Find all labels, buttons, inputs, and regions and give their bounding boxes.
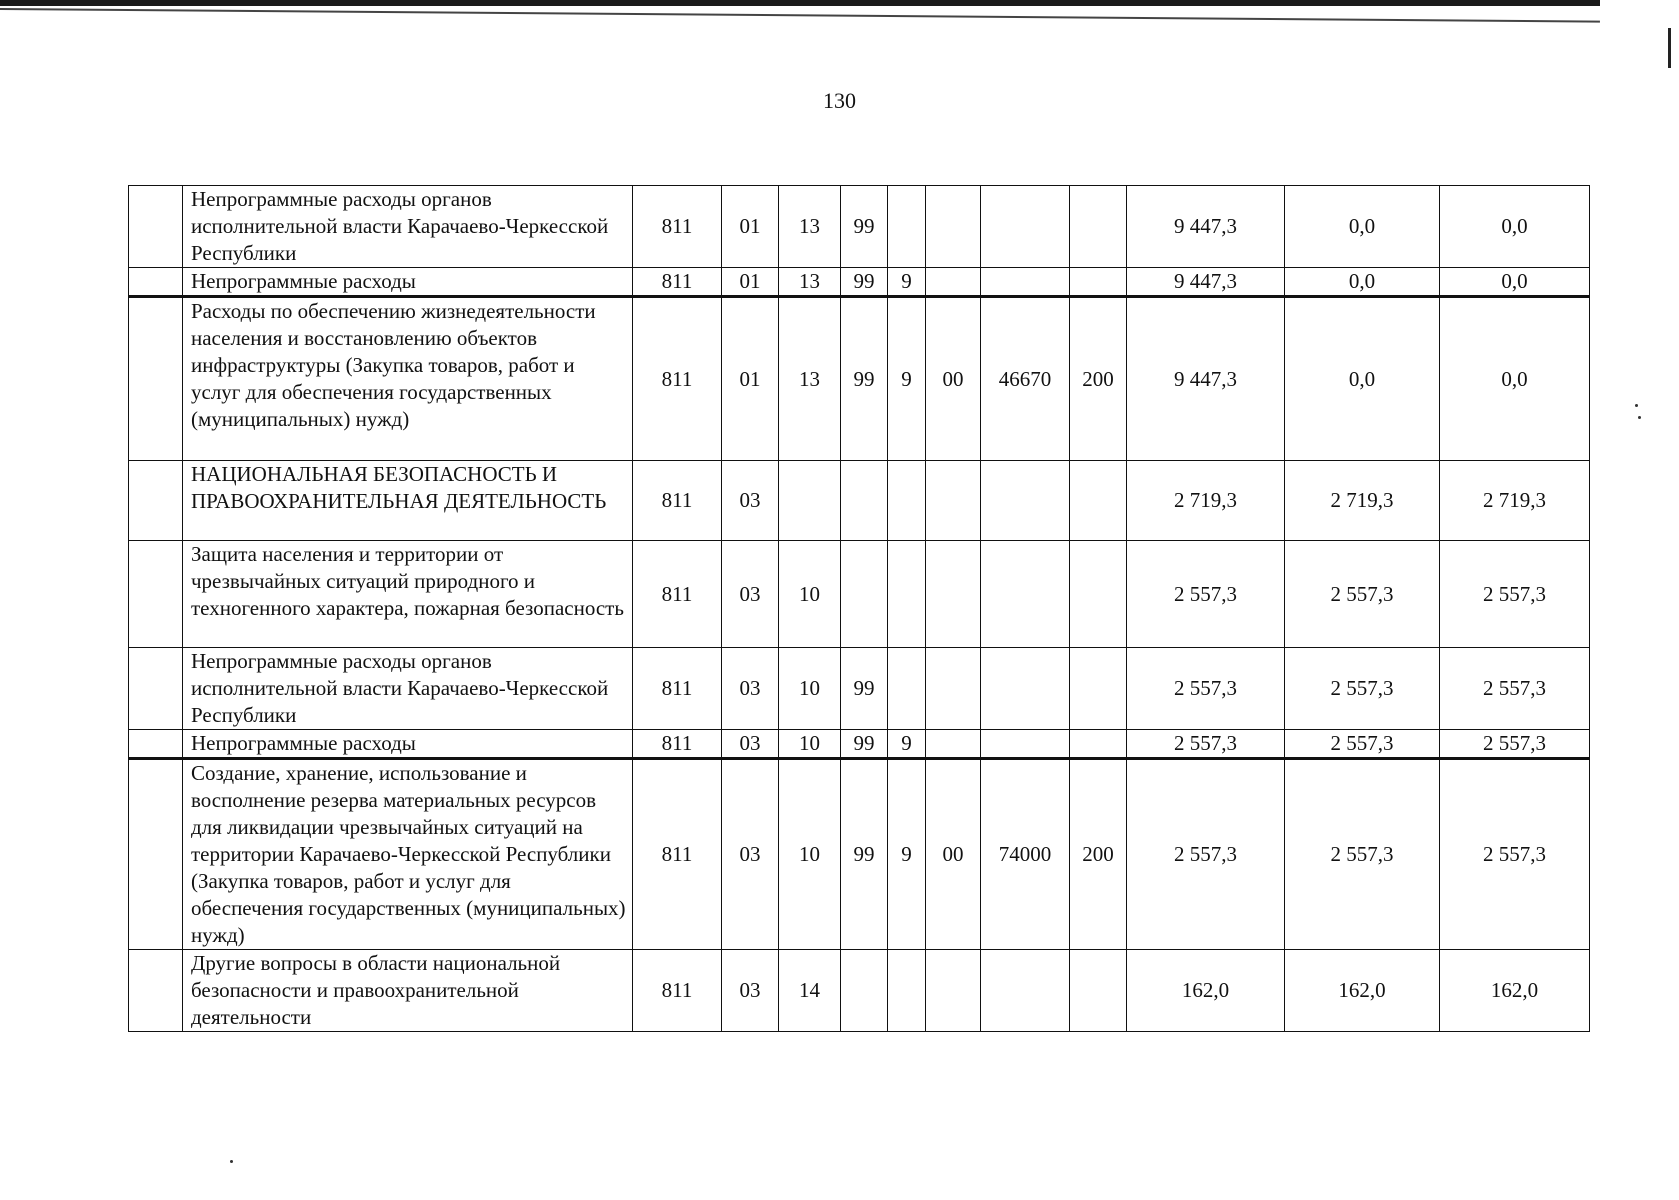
cell-rz: 03 — [722, 759, 779, 950]
cell-description: Непрограммные расходы — [183, 730, 633, 759]
cell-vr — [1070, 186, 1127, 268]
cell-p2 — [888, 950, 926, 1032]
cell-p3 — [926, 730, 981, 759]
scan-speck — [1635, 404, 1638, 407]
cell-sum1: 2 557,3 — [1127, 759, 1285, 950]
cell-sum2: 2 557,3 — [1285, 730, 1440, 759]
row-number-cell — [129, 759, 183, 950]
cell-p4 — [981, 648, 1070, 730]
cell-rz: 03 — [722, 730, 779, 759]
cell-pr: 13 — [779, 297, 841, 461]
cell-sum1: 9 447,3 — [1127, 297, 1285, 461]
cell-sum2: 0,0 — [1285, 186, 1440, 268]
cell-p1 — [841, 950, 888, 1032]
cell-p3 — [926, 648, 981, 730]
cell-rz: 01 — [722, 186, 779, 268]
cell-p4 — [981, 730, 1070, 759]
cell-ved: 811 — [633, 759, 722, 950]
cell-description: Другие вопросы в области национальной безопасности и правоохранительной деятельности — [183, 950, 633, 1032]
cell-p3 — [926, 186, 981, 268]
cell-pr: 10 — [779, 730, 841, 759]
cell-sum2: 2 557,3 — [1285, 759, 1440, 950]
scan-top-rule — [0, 0, 1600, 6]
cell-sum3: 2 557,3 — [1440, 759, 1590, 950]
page-number: 130 — [823, 88, 856, 113]
scan-edge-mark — [1668, 28, 1671, 68]
cell-rz: 03 — [722, 950, 779, 1032]
cell-description: Создание, хранение, использование и восполнение резерва материальных ресурсов для ликвидации чрезвычайных ситуаций на территории Карачаево-Черкесской Республики (Закупка товаров, работ и услуг для обеспечения государственных (муниципальных) нужд) — [183, 759, 633, 950]
cell-description: НАЦИОНАЛЬНАЯ БЕЗОПАСНОСТЬ И ПРАВООХРАНИТЕЛЬНАЯ ДЕЯТЕЛЬНОСТЬ — [183, 461, 633, 541]
cell-p1: 99 — [841, 297, 888, 461]
cell-pr: 10 — [779, 648, 841, 730]
table-row — [129, 648, 1590, 730]
cell-description: Непрограммные расходы органов исполнительной власти Карачаево-Черкесской Республики — [183, 648, 633, 730]
cell-p1: 99 — [841, 730, 888, 759]
scan-top-rule-thin — [0, 8, 1600, 23]
cell-p4 — [981, 950, 1070, 1032]
cell-p4 — [981, 461, 1070, 541]
table-row — [129, 461, 1590, 541]
cell-p2: 9 — [888, 268, 926, 297]
cell-vr — [1070, 950, 1127, 1032]
cell-ved: 811 — [633, 730, 722, 759]
cell-pr — [779, 461, 841, 541]
cell-p1: 99 — [841, 268, 888, 297]
budget-table — [128, 185, 1590, 1032]
row-number-cell — [129, 648, 183, 730]
cell-sum3: 162,0 — [1440, 950, 1590, 1032]
cell-sum2: 0,0 — [1285, 268, 1440, 297]
cell-ved: 811 — [633, 297, 722, 461]
table-row — [129, 268, 1590, 297]
cell-p4 — [981, 186, 1070, 268]
cell-p4 — [981, 541, 1070, 648]
table-row — [129, 297, 1590, 461]
cell-sum2: 162,0 — [1285, 950, 1440, 1032]
cell-sum1: 9 447,3 — [1127, 268, 1285, 297]
row-number-cell — [129, 950, 183, 1032]
cell-vr — [1070, 268, 1127, 297]
cell-description: Защита населения и территории от чрезвычайных ситуаций природного и техногенного характера, пожарная безопасность — [183, 541, 633, 648]
cell-ved: 811 — [633, 950, 722, 1032]
row-number-cell — [129, 297, 183, 461]
row-number-cell — [129, 268, 183, 297]
cell-p1: 99 — [841, 759, 888, 950]
row-number-cell — [129, 541, 183, 648]
cell-rz: 03 — [722, 541, 779, 648]
cell-rz: 01 — [722, 268, 779, 297]
cell-sum1: 9 447,3 — [1127, 186, 1285, 268]
cell-pr: 13 — [779, 186, 841, 268]
cell-sum1: 2 557,3 — [1127, 648, 1285, 730]
scan-speck — [1638, 416, 1641, 419]
scan-speck — [230, 1160, 233, 1163]
cell-pr: 10 — [779, 541, 841, 648]
cell-p3 — [926, 268, 981, 297]
table-row — [129, 186, 1590, 268]
cell-p1 — [841, 461, 888, 541]
cell-p2 — [888, 541, 926, 648]
cell-p1: 99 — [841, 186, 888, 268]
row-number-cell — [129, 730, 183, 759]
cell-sum3: 2 557,3 — [1440, 730, 1590, 759]
cell-p2 — [888, 648, 926, 730]
cell-sum1: 162,0 — [1127, 950, 1285, 1032]
cell-p2: 9 — [888, 730, 926, 759]
cell-description: Непрограммные расходы органов исполнительной власти Карачаево-Черкесской Республики — [183, 186, 633, 268]
cell-pr: 14 — [779, 950, 841, 1032]
row-number-cell — [129, 461, 183, 541]
cell-p2 — [888, 461, 926, 541]
cell-p2 — [888, 186, 926, 268]
table-row — [129, 759, 1590, 950]
cell-sum1: 2 557,3 — [1127, 730, 1285, 759]
cell-sum3: 2 557,3 — [1440, 648, 1590, 730]
cell-p3: 00 — [926, 759, 981, 950]
cell-sum2: 0,0 — [1285, 297, 1440, 461]
table-row — [129, 541, 1590, 648]
cell-vr — [1070, 541, 1127, 648]
cell-ved: 811 — [633, 461, 722, 541]
table-row — [129, 950, 1590, 1032]
cell-sum2: 2 557,3 — [1285, 648, 1440, 730]
cell-rz: 03 — [722, 461, 779, 541]
cell-ved: 811 — [633, 541, 722, 648]
cell-pr: 13 — [779, 268, 841, 297]
cell-p4: 46670 — [981, 297, 1070, 461]
cell-sum3: 2 557,3 — [1440, 541, 1590, 648]
cell-vr — [1070, 730, 1127, 759]
cell-sum2: 2 719,3 — [1285, 461, 1440, 541]
cell-vr: 200 — [1070, 297, 1127, 461]
cell-sum3: 0,0 — [1440, 268, 1590, 297]
budget-table-body — [129, 186, 1590, 1032]
cell-description: Расходы по обеспечению жизнедеятельности населения и восстановлению объектов инфраструктуры (Закупка товаров, работ и услуг для обеспечения государственных (муниципальных) нужд) — [183, 297, 633, 461]
cell-p3 — [926, 950, 981, 1032]
cell-rz: 01 — [722, 297, 779, 461]
cell-p3 — [926, 541, 981, 648]
cell-p1: 99 — [841, 648, 888, 730]
cell-sum1: 2 557,3 — [1127, 541, 1285, 648]
cell-sum2: 2 557,3 — [1285, 541, 1440, 648]
cell-description: Непрограммные расходы — [183, 268, 633, 297]
cell-pr: 10 — [779, 759, 841, 950]
cell-rz: 03 — [722, 648, 779, 730]
table-row — [129, 730, 1590, 759]
cell-p3: 00 — [926, 297, 981, 461]
cell-p2: 9 — [888, 759, 926, 950]
cell-vr — [1070, 461, 1127, 541]
cell-ved: 811 — [633, 648, 722, 730]
cell-ved: 811 — [633, 186, 722, 268]
cell-p3 — [926, 461, 981, 541]
cell-sum3: 0,0 — [1440, 297, 1590, 461]
cell-p4: 74000 — [981, 759, 1070, 950]
cell-sum3: 2 719,3 — [1440, 461, 1590, 541]
cell-ved: 811 — [633, 268, 722, 297]
cell-p1 — [841, 541, 888, 648]
cell-p2: 9 — [888, 297, 926, 461]
cell-vr — [1070, 648, 1127, 730]
cell-sum3: 0,0 — [1440, 186, 1590, 268]
cell-p4 — [981, 268, 1070, 297]
row-number-cell — [129, 186, 183, 268]
cell-sum1: 2 719,3 — [1127, 461, 1285, 541]
cell-vr: 200 — [1070, 759, 1127, 950]
